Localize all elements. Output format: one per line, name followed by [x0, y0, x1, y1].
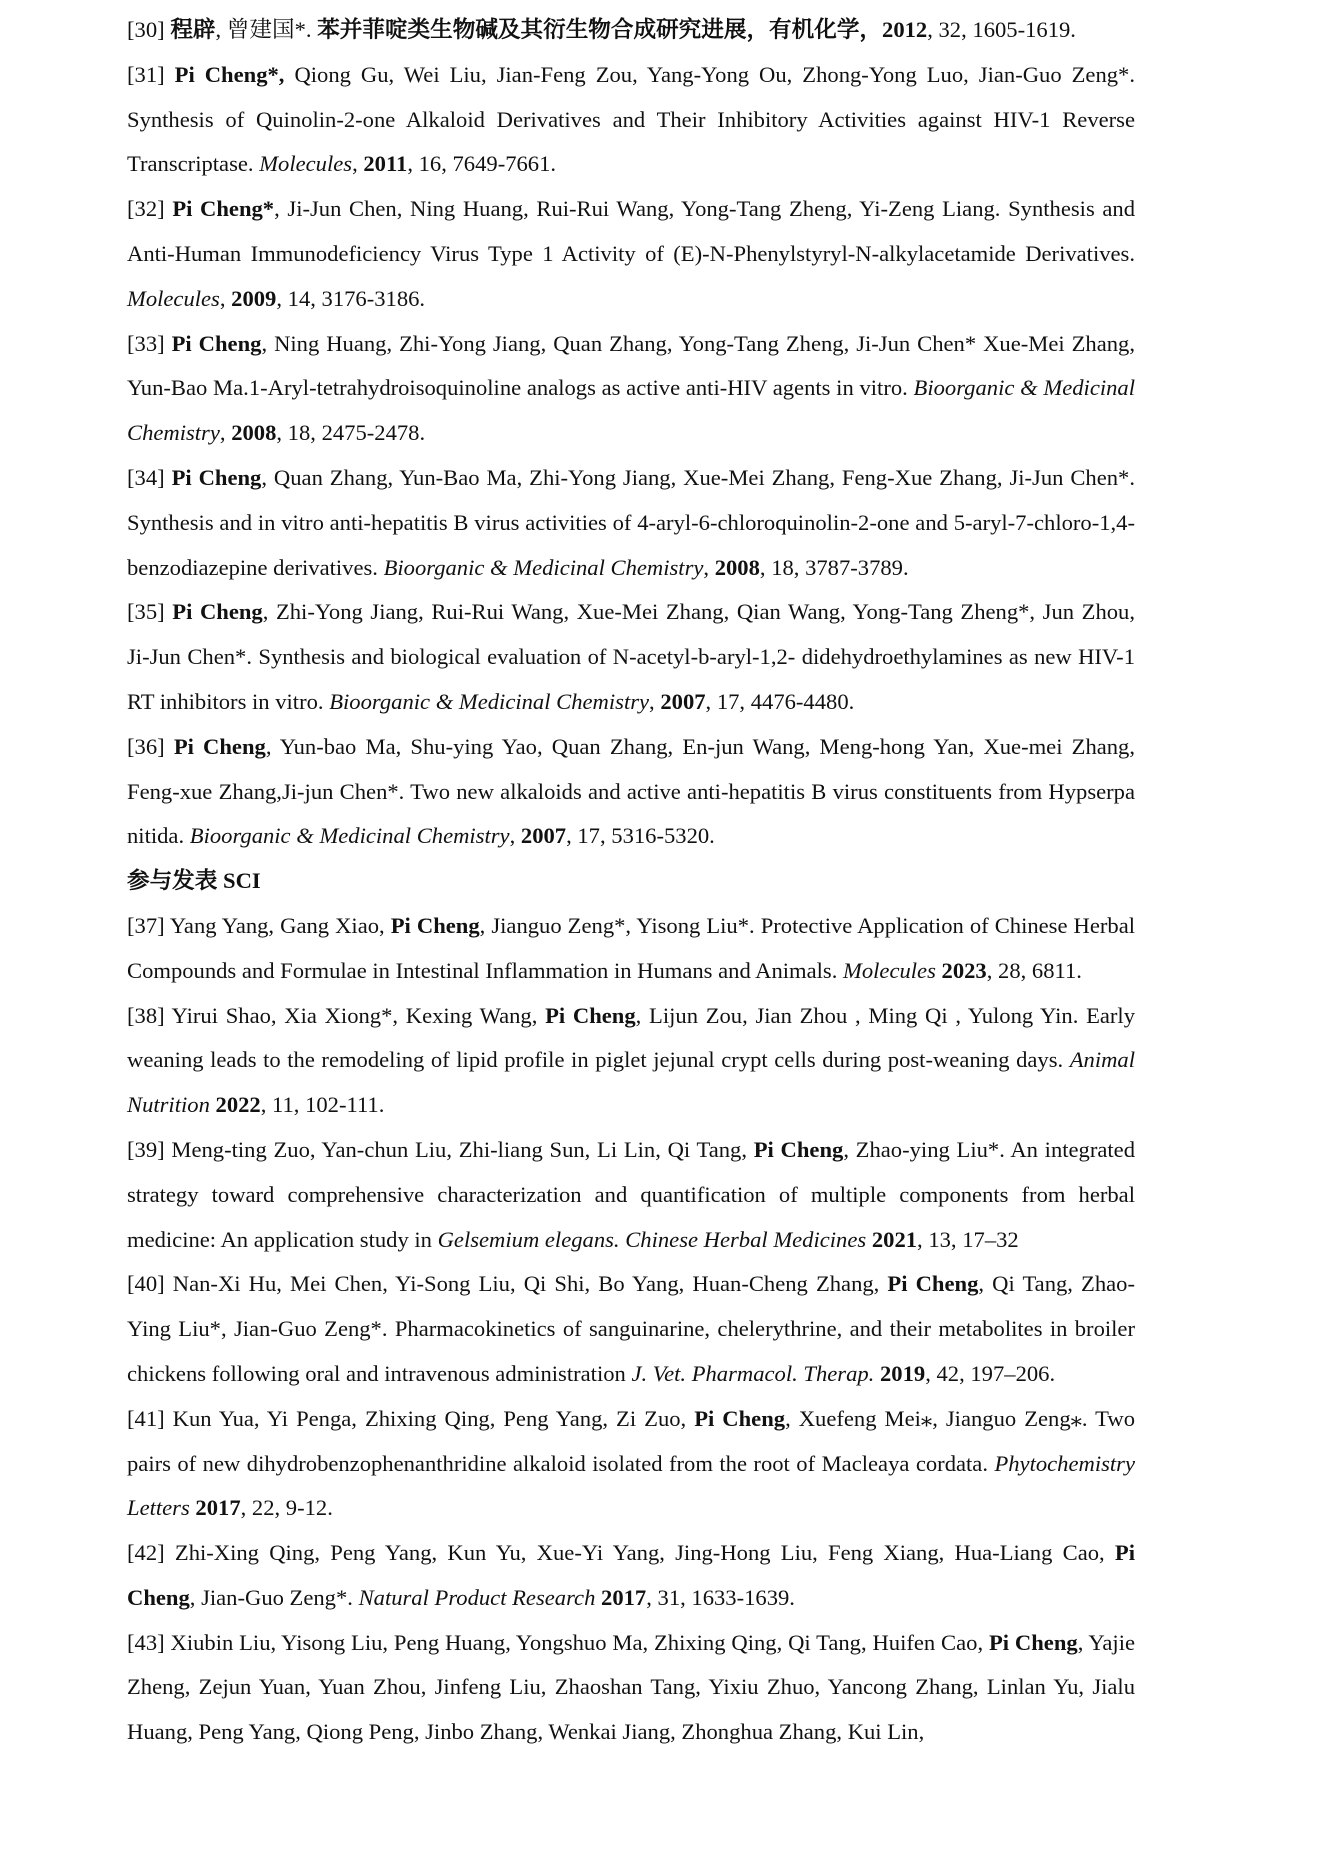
reference-34: [34] Pi Cheng, Quan Zhang, Yun-Bao Ma, Zhi-Yong Jiang, Xue-Mei Zhang, Feng-Xue Zhang, Ji-Jun Chen*. Synthesis and in vitro anti-hepatitis B virus activities of 4-aryl-6-chloroquinolin-2-one and 5-aryl-7-chloro-1,4-benzodiazepine derivatives. Bioorganic & Medicinal Chemistry, 2008, 18, 3787-3789.	[127, 464, 1135, 580]
reference-41: [41] Kun Yua, Yi Penga, Zhixing Qing, Peng Yang, Zi Zuo, Pi Cheng, Xuefeng Mei⁎, Jianguo Zeng⁎. Two pairs of new dihydrobenzophenanthridine alkaloid isolated from the root of Macleaya cordata. Phytochemistry Letters 2017, 22, 9-12.	[127, 1405, 1136, 1521]
reference-36: [36] Pi Cheng, Yun-bao Ma, Shu-ying Yao, Quan Zhang, En-jun Wang, Meng-hong Yan, Xue-mei Zhang, Feng-xue Zhang,Ji-jun Chen*. Two new alkaloids and active anti-hepatitis B virus constituents from Hypserpa nitida. Bioorganic & Medicinal Chemistry, 2007, 17, 5316-5320.	[127, 733, 1136, 849]
reference-31: [31] Pi Cheng*, Qiong Gu, Wei Liu, Jian-Feng Zou, Yang-Yong Ou, Zhong-Yong Luo, Jian-Guo Zeng*. Synthesis of Quinolin-2-one Alkaloid Derivatives and Their Inhibitory Activities against HIV-1 Reverse Transcriptase. Molecules, 2011, 16, 7649-7661.	[127, 61, 1135, 177]
reference-42: [42] Zhi-Xing Qing, Peng Yang, Kun Yu, Xue-Yi Yang, Jing-Hong Liu, Feng Xiang, Hua-Liang Cao, Pi Cheng, Jian-Guo Zeng*. Natural Product Research 2017, 31, 1633-1639.	[127, 1540, 1135, 1610]
reference-43: [43] Xiubin Liu, Yisong Liu, Peng Huang, Yongshuo Ma, Zhixing Qing, Qi Tang, Huifen Cao, Pi Cheng, Yajie Zheng, Zejun Yuan, Yuan Zhou, Jinfeng Liu, Zhaoshan Tang, Yixiu Zhuo, Yancong Zhang, Linlan Yu, Jialu Huang, Peng Yang, Qiong Peng, Jinbo Zhang, Wenkai Jiang, Zhonghua Zhang, Kui Lin,	[127, 1629, 1136, 1745]
section-heading-participation: 参与发表 SCI	[127, 868, 261, 894]
reference-37: [37] Yang Yang, Gang Xiao, Pi Cheng, Jianguo Zeng*, Yisong Liu*. Protective Application of Chinese Herbal Compounds and Formulae in Intestinal Inflammation in Humans and Animals. Molecules 2023, 28, 6811.	[127, 912, 1136, 983]
reference-39: [39] Meng-ting Zuo, Yan-chun Liu, Zhi-liang Sun, Li Lin, Qi Tang, Pi Cheng, Zhao-ying Liu*. An integrated strategy toward comprehensive characterization and quantification of multiple components from herbal medicine: An application study in Gelsemium elegans. Chinese Herbal Medicines 2021, 13, 17–32	[127, 1136, 1135, 1252]
reference-list	[127, 8, 1135, 1755]
reference-38: [38] Yirui Shao, Xia Xiong*, Kexing Wang, Pi Cheng, Lijun Zou, Jian Zhou , Ming Qi , Yulong Yin. Early weaning leads to the remodeling of lipid profile in piglet jejunal crypt cells during post-weaning days. Animal Nutrition 2022, 11, 102-111.	[127, 1002, 1135, 1118]
reference-33: [33] Pi Cheng, Ning Huang, Zhi-Yong Jiang, Quan Zhang, Yong-Tang Zheng, Ji-Jun Chen* Xue-Mei Zhang, Yun-Bao Ma.1-Aryl-tetrahydroisoquinoline analogs as active anti-HIV agents in vitro. Bioorganic & Medicinal Chemistry, 2008, 18, 2475-2478.	[127, 330, 1136, 446]
reference-32: [32] Pi Cheng*, Ji-Jun Chen, Ning Huang, Rui-Rui Wang, Yong-Tang Zheng, Yi-Zeng Liang. Synthesis and Anti-Human Immunodeficiency Virus Type 1 Activity of (E)-N-Phenylstyryl-N-alkylacetamide Derivatives. Molecules, 2009, 14, 3176-3186.	[127, 196, 1136, 311]
reference-40: [40] Nan-Xi Hu, Mei Chen, Yi-Song Liu, Qi Shi, Bo Yang, Huan-Cheng Zhang, Pi Cheng, Qi Tang, Zhao-Ying Liu*, Jian-Guo Zeng*. Pharmacokinetics of sanguinarine, chelerythrine, and their metabolites in broiler chickens following oral and intravenous administration J. Vet. Pharmacol. Therap. 2019, 42, 197–206.	[127, 1271, 1135, 1386]
reference-35: [35] Pi Cheng, Zhi-Yong Jiang, Rui-Rui Wang, Xue-Mei Zhang, Qian Wang, Yong-Tang Zheng*, Jun Zhou, Ji-Jun Chen*. Synthesis and biological evaluation of N-acetyl-b-aryl-1,2- didehydroethylamines as new HIV-1 RT inhibitors in vitro. Bioorganic & Medicinal Chemistry, 2007, 17, 4476-4480.	[127, 599, 1135, 714]
reference-30: [30] 程辟, 曾建国*. 苯并菲啶类生物碱及其衍生物合成研究进展，有机化学，2012, 32, 1605-1619.	[127, 17, 1076, 42]
